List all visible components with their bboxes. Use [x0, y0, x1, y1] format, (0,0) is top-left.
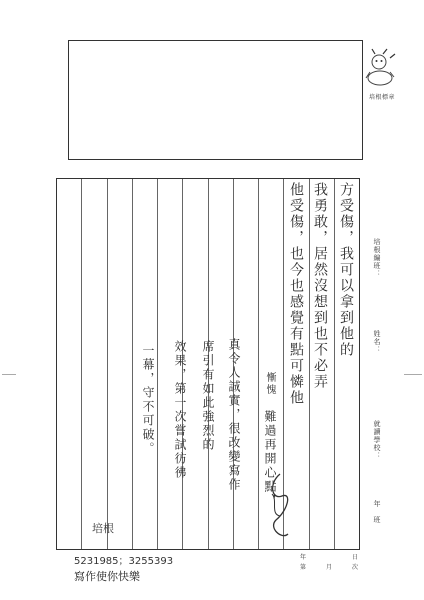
grade-field-label: 年 班 — [373, 500, 381, 524]
scribble-numbers: 5231985；3255393 — [74, 556, 174, 567]
handwritten-column-3: 他受傷，也今也感覺有點可憐他 — [288, 182, 304, 406]
handwritten-column-8: 效果，第一次嘗試彷彿 — [173, 340, 187, 480]
handwritten-column-1: 方受傷，我可以拿到他的 — [338, 182, 354, 358]
reading-school-field-label: 就讀學校： — [373, 420, 381, 460]
slogan: 寫作使你快樂 — [74, 570, 140, 583]
margin-tick — [2, 374, 16, 375]
grid-column — [81, 179, 106, 549]
school-field-label: 培根編班： — [373, 238, 381, 278]
grid-column — [107, 179, 132, 549]
handwritten-column-4: 難過再開心點， — [263, 410, 277, 508]
handwritten-column-6: 真令人誠實，很改變寫作 — [227, 338, 241, 492]
photo-frame-box — [68, 40, 363, 160]
date-year-label: 年 — [300, 554, 307, 561]
date-order-label: 第 — [300, 564, 307, 571]
handwritten-column-7: 席引有如此強烈的 — [201, 340, 215, 452]
handwritten-column-2: 我勇敢，居然沒想到也不必弄 — [312, 182, 328, 390]
mascot-stamp-icon — [362, 48, 398, 88]
handwritten-column-9: 一幕，守不可破。 — [141, 344, 155, 456]
handwritten-column-5: 慚愧 — [264, 372, 275, 396]
date-month-label: 月 — [326, 564, 333, 571]
date-day-label: 日 — [352, 554, 359, 561]
stamp-label: 培根標章 — [368, 94, 395, 101]
scribble-mark — [262, 470, 298, 550]
teacher-mark: 培根 — [92, 522, 114, 535]
name-field-label: 姓名： — [373, 330, 381, 354]
grid-column — [57, 179, 81, 549]
date-count-label: 次 — [352, 564, 359, 571]
margin-tick — [404, 374, 422, 375]
